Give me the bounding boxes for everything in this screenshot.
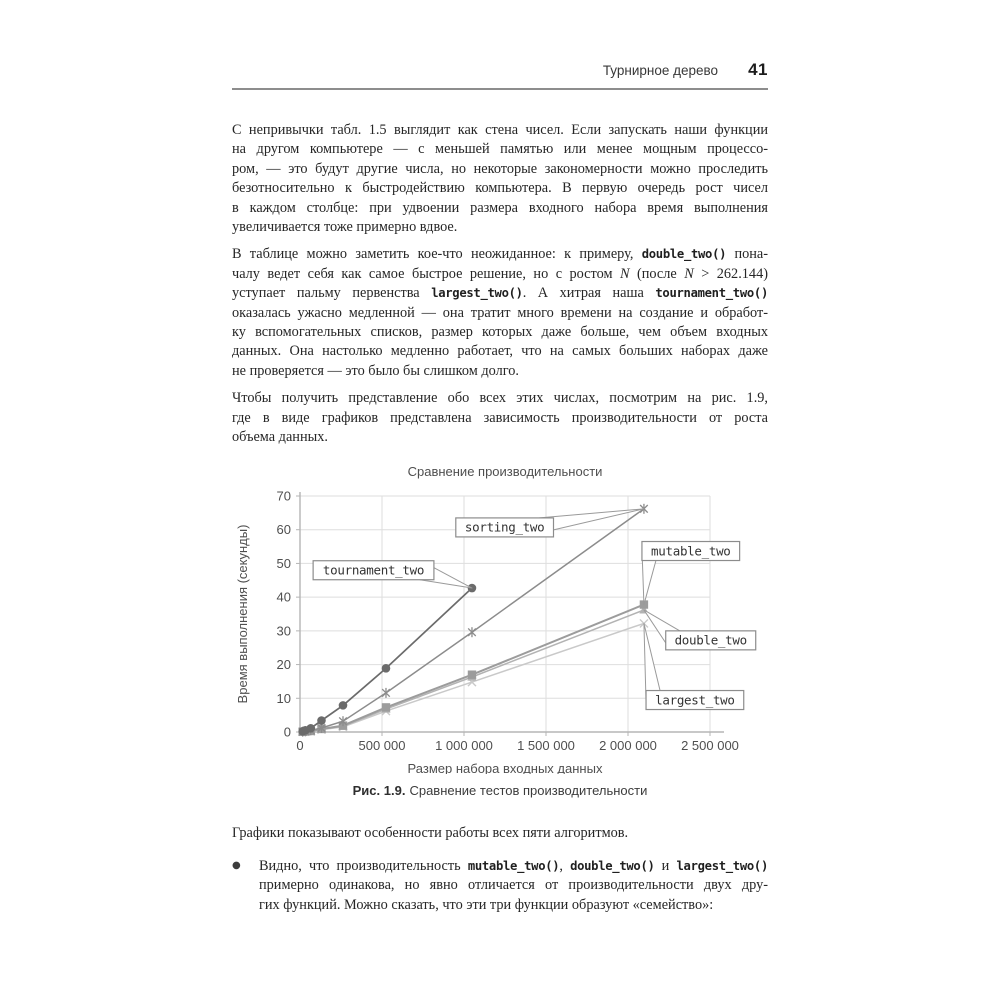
text-line xyxy=(232,160,768,179)
text-span: где в виде графиков представлена зависимость производительности от роста xyxy=(232,409,768,426)
text-span: увеличивается тоже примерно вдвое. xyxy=(232,219,458,236)
text-span: ром, — это будут другие числа, но некоторые закономерности можно проследить xyxy=(232,160,768,177)
x-tick-label: 1 500 000 xyxy=(517,737,575,753)
header-rule xyxy=(232,88,768,90)
x-tick-label: 500 000 xyxy=(358,737,406,753)
text-span: данных. Она настолько медленно работает, что на самых больших наборах даже xyxy=(232,343,768,360)
text-span: С непривычки табл. 1.5 выглядит как стена чисел. Если запускать наши функции xyxy=(232,122,768,138)
text-line xyxy=(232,304,768,323)
text-line xyxy=(232,265,768,284)
text-span: Графики показывают особенности работы всех пяти алгоритмов. xyxy=(232,824,629,841)
y-tick-label: 30 xyxy=(276,622,291,638)
text-line xyxy=(232,362,768,381)
marker-circle xyxy=(382,663,391,672)
callout-label-largest_two: largest_two xyxy=(655,691,735,707)
text-span: ку вспомогательных списков, размер которых даже больше, чем объем входных xyxy=(232,324,768,341)
text-line xyxy=(232,284,768,303)
text-span: безотносительно к быстродействию компьютера. В первую очередь рост чисел xyxy=(232,180,768,197)
text-span: уступает пальму первенства xyxy=(232,285,432,302)
text-line xyxy=(232,409,768,428)
callout-label-tournament_two: tournament_two xyxy=(322,562,425,578)
text-span: не проверяется — это было бы слишком долго. xyxy=(232,362,519,379)
page-content xyxy=(232,0,768,915)
code-span: mutable_two() xyxy=(467,858,560,873)
text-span: Чтобы получить представление обо всех этих числах, посмотрим на рис. 1.9, xyxy=(232,390,768,407)
y-axis-title: Время выполнения (секунды) xyxy=(235,524,250,703)
paragraph-3 xyxy=(232,389,768,447)
marker-square xyxy=(468,670,476,678)
text-line xyxy=(259,896,768,915)
text-span: и xyxy=(654,857,677,874)
y-tick-label: 20 xyxy=(276,656,291,672)
text-span: Видно, что производительность xyxy=(259,857,468,874)
text-line xyxy=(232,389,768,408)
text-line xyxy=(232,140,768,159)
text-span: в каждом столбце: при удвоении размера входного набора время выполнения xyxy=(232,199,768,216)
bullet-icon: ● xyxy=(232,859,241,871)
code-span: tournament_two() xyxy=(655,286,768,301)
text-line xyxy=(232,245,768,264)
text-line xyxy=(232,342,768,361)
x-tick-label: 1 000 000 xyxy=(435,737,493,753)
caption-text: Сравнение тестов производительности xyxy=(409,782,648,798)
text-span: , xyxy=(559,857,571,874)
marker-circle xyxy=(339,701,348,710)
text-line xyxy=(232,824,768,843)
page-header xyxy=(232,0,768,80)
x-tick-label: 2 000 000 xyxy=(599,737,657,753)
y-tick-label: 0 xyxy=(283,724,291,739)
callout-label-double_two: double_two xyxy=(674,632,747,648)
y-tick-label: 50 xyxy=(276,555,291,571)
y-tick-label: 60 xyxy=(276,521,291,537)
italic-span: N xyxy=(684,265,694,282)
text-span: > 262.144) xyxy=(693,265,768,282)
paragraph-4 xyxy=(232,824,768,843)
text-span: на другом компьютере — с меньшей памятью или менее мощным процессо- xyxy=(232,141,768,158)
text-line xyxy=(232,428,768,447)
text-span: примерно одинакова, но явно отличается от производительности двух дру- xyxy=(259,877,768,894)
list-item-text xyxy=(259,857,768,915)
text-span: (после xyxy=(629,265,685,282)
page-number: 41 xyxy=(748,60,768,79)
code-span: largest_two() xyxy=(676,858,768,873)
x-tick-label: 2 500 000 xyxy=(681,737,739,753)
text-line xyxy=(232,121,768,140)
code-span: double_two() xyxy=(570,858,655,873)
italic-span: N xyxy=(619,265,630,282)
caption-label: Рис. 1.9. xyxy=(352,782,406,798)
text-span: оказалась ужасно медленной — она тратит много времени на создание и обработ- xyxy=(232,304,768,321)
x-tick-label: 0 xyxy=(296,737,304,753)
text-line xyxy=(259,876,768,895)
performance-chart xyxy=(232,462,768,774)
callout-label-mutable_two: mutable_two xyxy=(651,542,731,558)
text-line xyxy=(232,199,768,218)
text-span: объема данных. xyxy=(232,429,328,446)
text-span: . А хитрая наша xyxy=(522,285,656,302)
code-span: double_two() xyxy=(641,247,727,262)
text-line xyxy=(259,857,768,876)
figure-1-9 xyxy=(232,462,768,798)
text-line xyxy=(232,218,768,237)
text-line xyxy=(232,323,768,342)
marker-square xyxy=(382,703,390,711)
figure-caption xyxy=(232,783,768,798)
chart-title: Сравнение производительности xyxy=(407,463,603,479)
text-line xyxy=(232,179,768,198)
x-axis-title: Размер набора входных данных xyxy=(407,760,603,774)
paragraph-1 xyxy=(232,121,768,237)
text-span: В таблице можно заметить кое-что неожиданное: к примеру, xyxy=(232,246,642,263)
chart-svg xyxy=(232,462,768,774)
text-span: пона- xyxy=(726,246,768,263)
text-span: чалу ведет себя как самое быстрое решение, но с ростом xyxy=(232,265,620,282)
text-span: гих функций. Можно сказать, что эти три функции образуют «семейство»: xyxy=(259,896,714,913)
paragraph-2 xyxy=(232,245,768,381)
marker-circle xyxy=(317,716,326,725)
callout-label-sorting_two: sorting_two xyxy=(464,519,545,535)
code-span: largest_two() xyxy=(431,286,523,301)
running-head: Турнирное дерево xyxy=(602,63,719,78)
marker-circle xyxy=(306,723,315,732)
series-line-mutable_two xyxy=(303,604,644,731)
list-item xyxy=(232,857,768,915)
y-tick-label: 10 xyxy=(276,690,291,706)
y-tick-label: 70 xyxy=(276,488,291,503)
y-tick-label: 40 xyxy=(276,589,291,605)
